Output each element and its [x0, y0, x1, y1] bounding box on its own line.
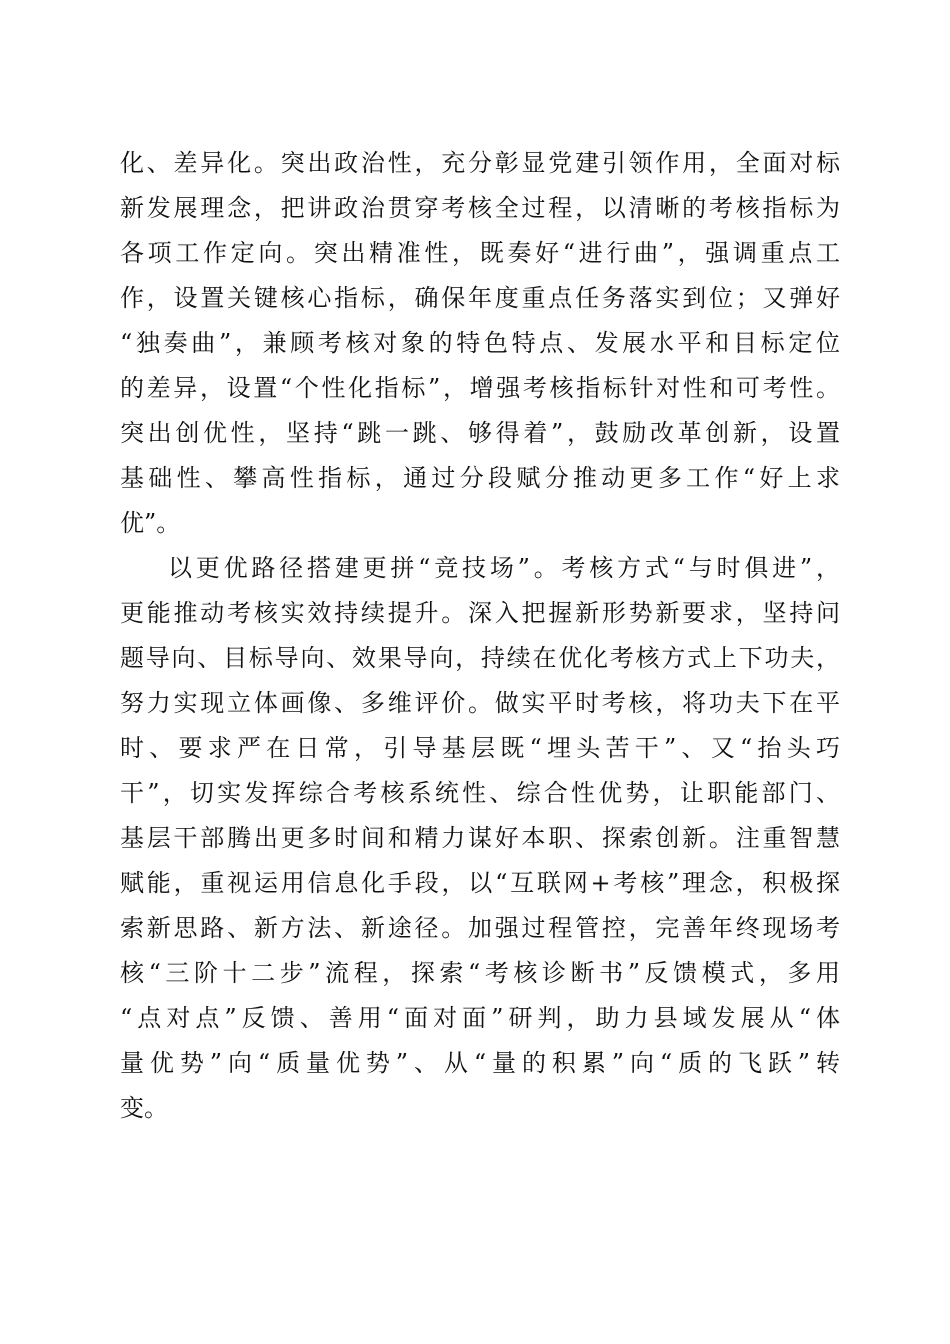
paragraph-line: 基层干部腾出更多时间和精力谋好本职、探索创新。注重智慧: [120, 824, 840, 852]
paragraph-line: 量优势”向“质量优势”、从“量的积累”向“质的飞跃”转: [120, 1049, 840, 1077]
paragraph-line: 化、差异化。突出政治性，充分彰显党建引领作用，全面对标: [120, 149, 840, 177]
paragraph-line: “独奏曲”，兼顾考核对象的特色特点、发展水平和目标定位: [120, 329, 840, 357]
paragraph-line: 基础性、攀高性指标，通过分段赋分推动更多工作“好上求: [120, 464, 840, 492]
paragraph-line: 变。: [120, 1094, 168, 1122]
paragraph-line: 的差异，设置“个性化指标”，增强考核指标针对性和可考性。: [120, 374, 840, 402]
paragraph-line: 核“三阶十二步”流程，探索“考核诊断书”反馈模式，多用: [120, 959, 840, 987]
paragraph-line: 更能推动考核实效持续提升。深入把握新形势新要求，坚持问: [120, 599, 840, 627]
paragraph-line: “点对点”反馈、善用“面对面”研判，助力县域发展从“体: [120, 1004, 840, 1032]
paragraph-line: 干”，切实发挥综合考核系统性、综合性优势，让职能部门、: [120, 779, 840, 807]
paragraph-line: 题导向、目标导向、效果导向，持续在优化考核方式上下功夫，: [120, 644, 840, 672]
paragraph-line: 索新思路、新方法、新途径。加强过程管控，完善年终现场考: [120, 914, 840, 942]
paragraph-line: 赋能，重视运用信息化手段，以“互联网+考核”理念，积极探: [120, 869, 840, 897]
paragraph-line: 优”。: [120, 509, 181, 537]
paragraph-line: 努力实现立体画像、多维评价。做实平时考核，将功夫下在平: [120, 689, 840, 717]
paragraph-line: 时、要求严在日常，引导基层既“埋头苦干”、又“抬头巧: [120, 734, 840, 762]
paragraph-line: 新发展理念，把讲政治贯穿考核全过程，以清晰的考核指标为: [120, 194, 840, 222]
paragraph-line: 各项工作定向。突出精准性，既奏好“进行曲”，强调重点工: [120, 239, 840, 267]
paragraph-line: 作，设置关键核心指标，确保年度重点任务落实到位；又弹好: [120, 284, 840, 312]
paragraph-line: 突出创优性，坚持“跳一跳、够得着”，鼓励改革创新，设置: [120, 419, 840, 447]
paragraph-line: 以更优路径搭建更拼“竞技场”。考核方式“与时俱进”，: [168, 554, 840, 582]
